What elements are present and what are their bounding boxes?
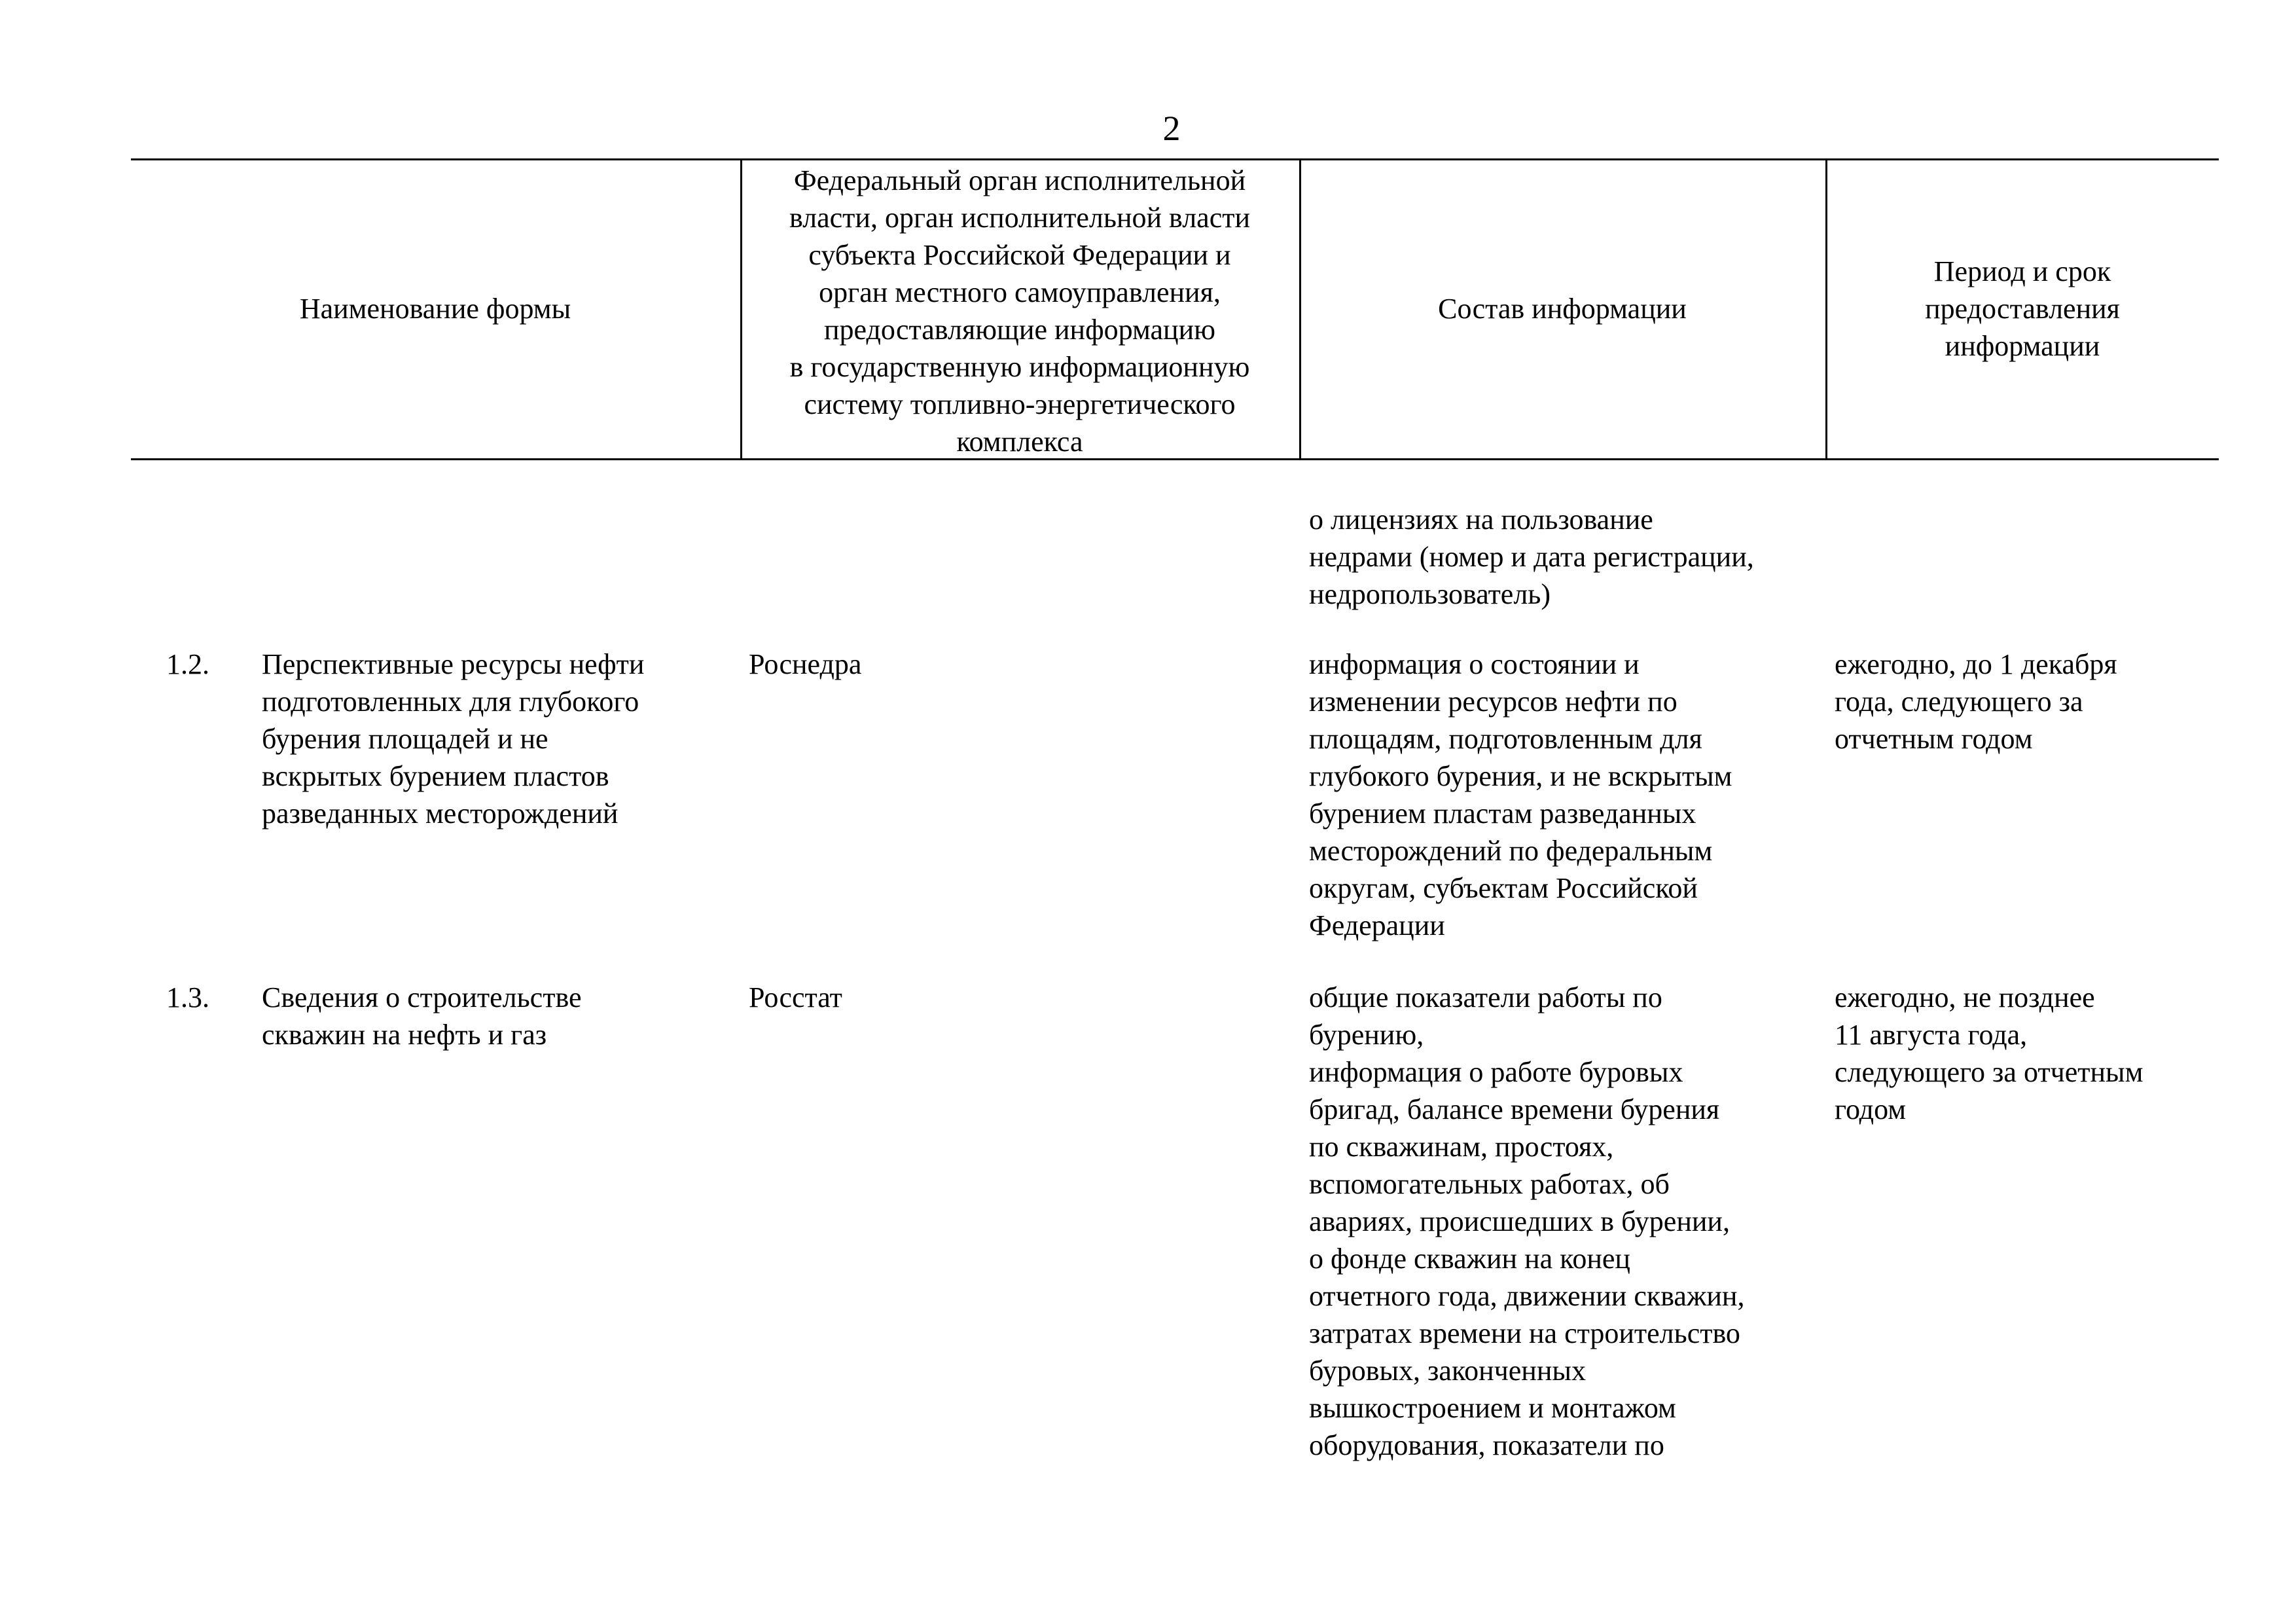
cell-form-name: Сведения о строительстве скважин на нефть и газ	[262, 981, 582, 1051]
column-header-authority	[741, 159, 1299, 458]
cell-content: информация о состоянии и изменении ресурсов нефти по площадям, подготовленным для глубокого бурения, и не вскрытым бурением пластам разведанных месторождений по федеральным округам, субъектам Российской Федерации	[1309, 648, 1732, 941]
cell-number: 1.2.	[166, 648, 209, 680]
cell-period: ежегодно, до 1 декабря года, следующего за отчетным годом	[1835, 648, 2117, 755]
cell-content: общие показатели работы по бурению, информация о работе буровых бригад, балансе времени бурения по скважинам, простоях, вспомогательных работах, об авариях, происшедших в бурении, о фонде скважин на конец отчетного года, движении скважин, затратах времени на строительство буровых, законченных вышкостроением и монтажом оборудования, показатели по	[1309, 981, 1745, 1461]
column-header-content-text: Состав информации	[1438, 293, 1687, 325]
column-header-period-text: Период и срок предоставления информации	[1925, 255, 2120, 362]
cell-number: 1.3.	[166, 981, 209, 1013]
page-number: 2	[1162, 109, 1181, 148]
cell-form-name: Перспективные ресурсы нефти подготовленных для глубокого бурения площадей и не вскрытых бурением пластов разведанных месторождений	[262, 648, 645, 830]
cell-authority: Росстат	[749, 981, 842, 1013]
column-header-form-name-text: Наименование формы	[299, 293, 571, 325]
cell-content: о лицензиях на пользование недрами (номер и дата регистрации, недропользователь)	[1309, 503, 1754, 610]
column-header-form-name	[131, 159, 740, 458]
column-header-content	[1300, 159, 1825, 458]
cell-authority: Роснедра	[749, 648, 862, 680]
cell-period: ежегодно, не позднее 11 августа года, следующего за отчетным годом	[1835, 981, 2144, 1125]
column-header-period	[1826, 159, 2219, 458]
column-header-authority-text: Федеральный орган исполнительной власти, орган исполнительной власти субъекта Российской Федерации и орган местного самоуправления, предоставляющие информацию в государственную информационную систему топливно-энергетического комплекса	[789, 164, 1251, 458]
